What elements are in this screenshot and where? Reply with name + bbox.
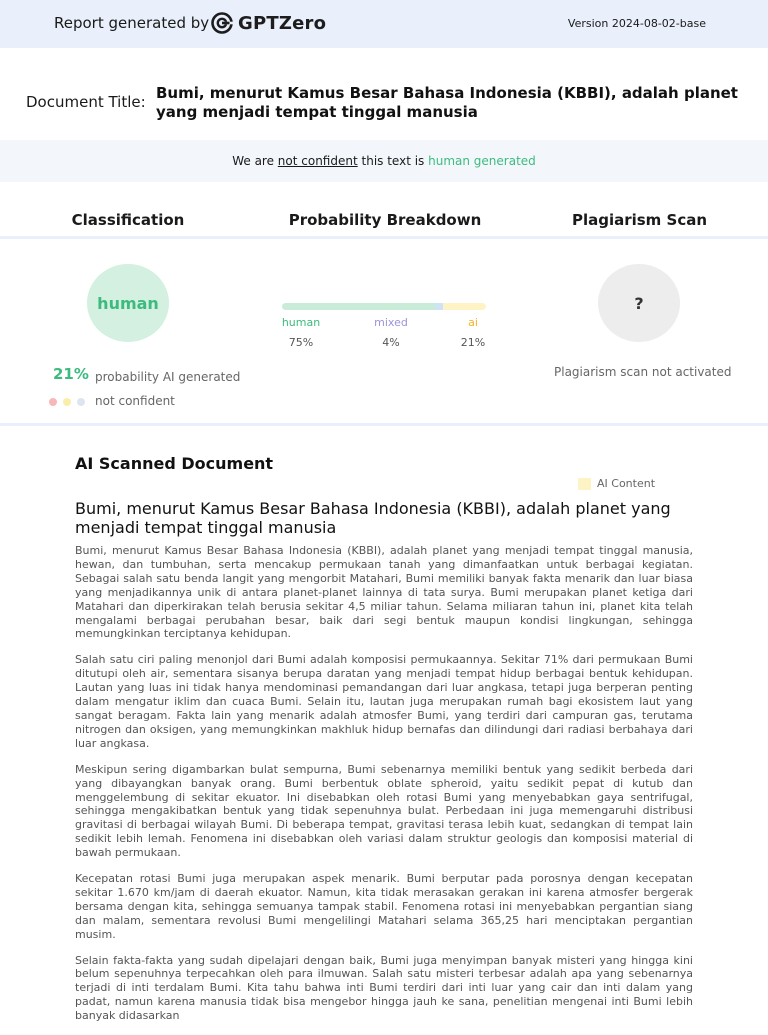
gptzero-logo	[210, 11, 326, 35]
verdict-banner	[0, 140, 768, 182]
section-divider-bottom	[0, 423, 768, 426]
brand-name: GPTZero	[238, 12, 327, 34]
classification-heading: Classification	[71, 211, 185, 229]
plagiarism-scan-heading: Plagiarism Scan	[571, 211, 708, 229]
breakdown-human-value: 75%	[288, 336, 314, 349]
confidence-dot-blue	[77, 398, 85, 406]
breakdown-human-label: human	[281, 316, 321, 329]
probability-bar-human-segment	[282, 303, 435, 310]
scanned-document-heading: AI Scanned Document	[75, 454, 274, 473]
ai-content-legend-label: AI Content	[597, 477, 656, 490]
document-paragraph: Selain fakta-fakta yang sudah dipelajari dengan baik, Bumi juga menyimpan banyak misteri yang hingga kini belum sepenuhnya terpecahkan oleh para ilmuwan. Salah satu misteri terbesar adalah apa yang sebenarnya terjadi di inti terdalam Bumi. Kita tahu bahwa inti Bumi terdiri dari inti luar yang cair dan inti dalam yang padat, namun karena manusia tidak bisa mengebor hingga jauh ke sana, penelitian mengenai inti Bumi lebih banyak didasarkan	[75, 953, 693, 1023]
probability-bar-ai-segment	[443, 303, 486, 310]
confidence-dot-red	[49, 398, 57, 406]
report-generated-by-label: Report generated by	[54, 14, 210, 32]
ai-content-legend	[578, 477, 655, 490]
gptzero-logo-icon	[210, 11, 234, 35]
probability-bar	[282, 303, 486, 310]
verdict-prefix: We are	[232, 154, 278, 168]
version-label: Version 2024-08-02-base	[567, 17, 706, 30]
ai-probability-value: 21%	[53, 365, 89, 383]
plagiarism-status-badge: ?	[598, 264, 680, 342]
verdict-result: human generated	[428, 154, 536, 168]
probability-breakdown-heading: Probability Breakdown	[288, 211, 482, 229]
scanned-document-body	[75, 544, 693, 1035]
scanned-document-title: Bumi, menurut Kamus Besar Bahasa Indonesia (KBBI), adalah planet yang menjadi tempat tinggal manusia	[75, 499, 671, 537]
verdict-confidence: not confident	[277, 154, 358, 168]
breakdown-mixed-value: 4%	[382, 336, 400, 349]
classification-badge: human	[87, 264, 169, 342]
ai-probability-description: probability AI generated	[95, 370, 241, 384]
document-title: Bumi, menurut Kamus Besar Bahasa Indonesia (KBBI), adalah planet yang menjadi tempat tinggal manusia	[156, 84, 738, 121]
confidence-label: not confident	[95, 394, 175, 408]
probability-bar-mixed-segment	[435, 303, 443, 310]
report-header	[0, 0, 768, 48]
document-title-label: Document Title:	[26, 93, 146, 111]
document-paragraph: Meskipun sering digambarkan bulat sempurna, Bumi sebenarnya memiliki bentuk yang sedikit berbeda dari yang dibayangkan banyak orang. Bumi berbentuk oblate spheroid, yaitu sedikit pepat di kutub dan menggelembung di sekitar ekuator. Ini disebabkan oleh rotasi Bumi yang menyebabkan gaya sentrifugal, sehingga mengakibatkan bentuk yang tidak sepenuhnya bulat. Perbedaan ini juga memengaruhi distribusi gravitasi di berbagai wilayah Bumi. Di beberapa tempat, gravitasi terasa lebih kuat, sedangkan di tempat lain sedikit lebih lemah. Fenomena ini disebabkan oleh variasi dalam struktur geologis dan komposisi material di bawah permukaan.	[75, 762, 693, 860]
section-divider-top	[0, 236, 768, 239]
plagiarism-status-text: Plagiarism scan not activated	[554, 365, 732, 379]
document-paragraph: Salah satu ciri paling menonjol dari Bumi adalah komposisi permukaannya. Sekitar 71% dari permukaan Bumi ditutupi oleh air, sementara sisanya berupa daratan yang menjadi tempat hidup berbagai bentuk kehidupan. Lautan yang luas ini tidak hanya mendominasi pemandangan dari luar angkasa, tetapi juga berperan penting dalam mengatur iklim dan cuaca Bumi. Selain itu, lautan juga merupakan rumah bagi ekosistem laut yang sangat beragam. Fakta lain yang menarik adalah atmosfer Bumi, yang terdiri dari campuran gas, terutama nitrogen dan oksigen, yang memungkinkan makhluk hidup bernafas dan dilindungi dari radiasi berbahaya dari luar angkasa.	[75, 653, 693, 750]
document-paragraph: Kecepatan rotasi Bumi juga merupakan aspek menarik. Bumi berputar pada porosnya dengan kecepatan sekitar 1.670 km/jam di daerah ekuator. Namun, kita tidak merasakan gerakan ini karena atmosfer bergerak bersama dengan kita, sehingga semuanya tampak stabil. Fenomena rotasi ini menyebabkan pergantian siang dan malam, sementara revolusi Bumi mengelilingi Matahari selama 365,25 hari menciptakan pergantian musim.	[75, 872, 693, 941]
ai-content-swatch	[578, 478, 591, 490]
confidence-dots	[49, 398, 85, 406]
verdict-middle: this text is	[357, 154, 429, 168]
document-paragraph: Bumi, menurut Kamus Besar Bahasa Indonesia (KBBI), adalah planet yang menjadi tempat tinggal manusia, hewan, dan tumbuhan, serta mencakup permukaan tanah yang dimanfaatkan untuk berbagai kegiatan. Sebagai salah satu benda langit yang mengorbit Matahari, Bumi memiliki banyak fakta menarik dan luar biasa yang menjadikannya unik di antara planet-planet lainnya di tata surya. Bumi merupakan planet ketiga dari Matahari dan diperkirakan telah berusia sekitar 4,5 miliar tahun. Selama miliaran tahun ini, planet kita telah mengalami berbagai perubahan besar, baik dari segi bentuk maupun kondisi lingkungan, sehingga memungkinkan terciptanya kehidupan.	[75, 544, 693, 641]
breakdown-mixed-label: mixed	[374, 316, 408, 329]
breakdown-ai-value: 21%	[460, 336, 486, 349]
breakdown-ai-label: ai	[468, 316, 478, 329]
confidence-dot-yellow	[63, 398, 71, 406]
